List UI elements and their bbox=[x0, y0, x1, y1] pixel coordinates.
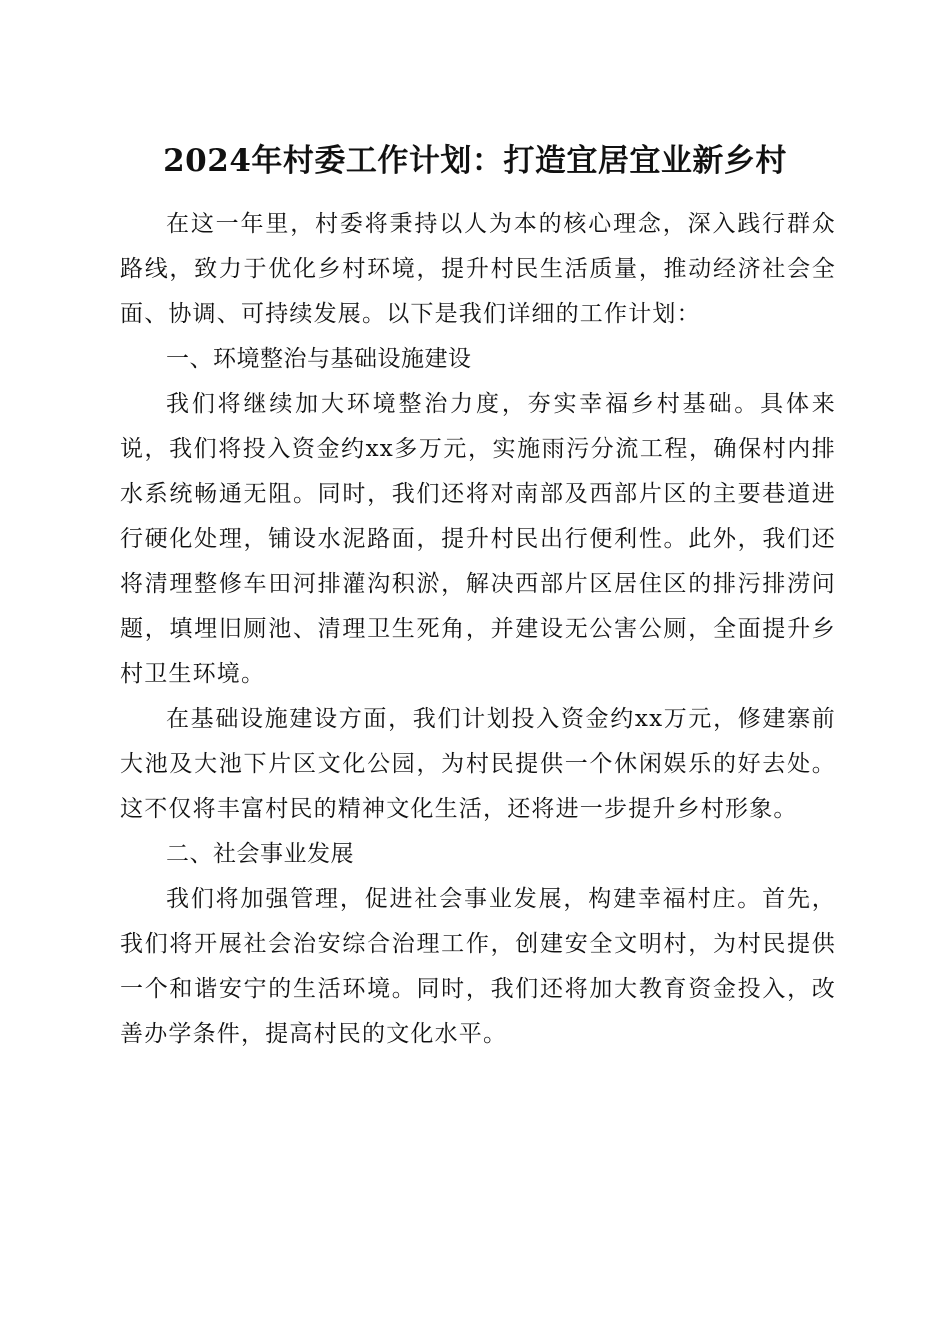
section-paragraph: 我们将继续加大环境整治力度，夯实幸福乡村基础。具体来说，我们将投入资金约xx多万元，实施雨污分流工程，确保村内排水系统畅通无阻。同时，我们还将对南部及西部片区的主要巷道进行硬化处理，铺设水泥路面，提升村民出行便利性。此外，我们还将清理整修车田河排灌沟积淤，解决西部片区居住区的排污排涝问题，填埋旧厕池、清理卫生死角，并建设无公害公厕，全面提升乡村卫生环境。 bbox=[120, 391, 836, 687]
section-heading: 一、环境整治与基础设施建设 bbox=[166, 346, 472, 372]
document-title: 2024年村委工作计划：打造宜居宜业新乡村 bbox=[163, 143, 787, 179]
intro-paragraph: 在这一年里，村委将秉持以人为本的核心理念，深入践行群众路线，致力于优化乡村环境，提升村民生活质量，推动经济社会全面、协调、可持续发展。以下是我们详细的工作计划： bbox=[120, 211, 836, 327]
section-environment bbox=[120, 337, 836, 832]
document-body bbox=[120, 202, 836, 1057]
section-heading: 二、社会事业发展 bbox=[166, 841, 354, 867]
section-paragraph: 我们将加强管理，促进社会事业发展，构建幸福村庄。首先，我们将开展社会治安综合治理工作，创建安全文明村，为村民提供一个和谐安宁的生活环境。同时，我们还将加大教育资金投入，改善办学条件，提高村民的文化水平。 bbox=[120, 886, 836, 1047]
section-paragraph: 在基础设施建设方面，我们计划投入资金约xx万元，修建寨前大池及大池下片区文化公园，为村民提供一个休闲娱乐的好去处。这不仅将丰富村民的精神文化生活，还将进一步提升乡村形象。 bbox=[120, 706, 836, 822]
section-social bbox=[120, 832, 836, 1057]
